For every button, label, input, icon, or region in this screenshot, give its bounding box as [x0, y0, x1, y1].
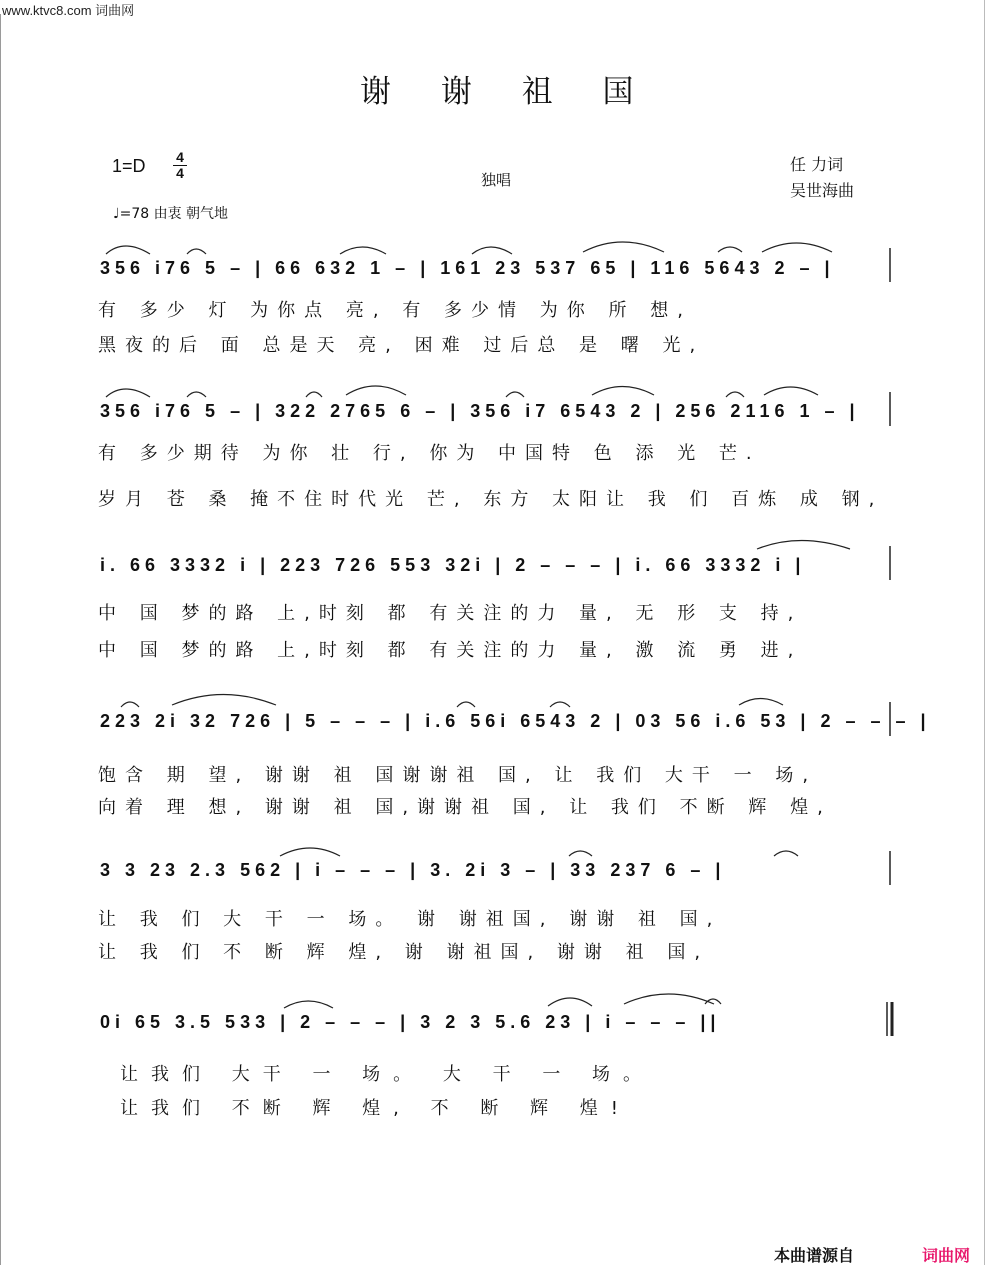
time-signature-top: 4 — [176, 149, 184, 165]
slur — [762, 243, 832, 252]
slur — [187, 392, 206, 397]
notation-line-3: i. 66 3332 i | 223 726 553 32i | 2 – – – | i. 66 3332 i | — [100, 555, 806, 575]
lyric-line-5b: 让 我 们 不 断 辉 煌, 谢 谢祖国, 谢谢 祖 国, — [98, 942, 710, 963]
slur — [548, 998, 592, 1006]
lyricist-credit: 任 力词 — [790, 155, 844, 174]
slur — [718, 247, 742, 252]
slur — [757, 541, 850, 550]
notation-line-5: 3 3 23 2.3 562 | i – – – | 3. 2i 3 – | 33 237 6 – | — [100, 860, 726, 880]
slur — [506, 392, 524, 397]
notation-line-2: 356 i76 5 – | 322 2765 6 – | 356 i7 6543 2 | 256 2116 1 – | — [100, 401, 860, 421]
tempo-marking: ♩=78 由衷 朝气地 — [113, 206, 229, 222]
slur — [457, 702, 475, 707]
slur — [774, 851, 798, 856]
slur — [624, 994, 714, 1004]
slur — [340, 247, 386, 254]
lyric-line-5a: 让 我 们 大 干 一 场。 谢 谢祖国, 谢谢 祖 国, — [98, 909, 722, 930]
lyric-line-4b: 向着 理 想, 谢谢 祖 国,谢谢祖 国, 让 我们 不断 辉 煌, — [98, 797, 832, 818]
slur — [550, 702, 570, 707]
lyric-line-4a: 饱含 期 望, 谢谢 祖 国谢谢祖 国, 让 我们 大干 一 场, — [98, 765, 818, 786]
lyric-line-1b: 黑夜的后 面 总是天 亮, 困难 过后总 是 曙 光, — [98, 335, 705, 356]
song-title: 谢 谢 祖 国 — [360, 74, 654, 110]
slur — [739, 699, 783, 706]
notation-line-4: 223 2i 32 726 | 5 – – – | i.6 56i 6543 2 | 03 56 i.6 53 | 2 – – – | — [100, 711, 931, 731]
genre-label: 独唱 — [481, 171, 512, 189]
notation-line-6: 0i 65 3.5 533 | 2 – – – | 3 2 3 5.6 23 | i – – – || — [100, 1012, 721, 1032]
lyric-line-6b: 让我们 不断 辉 煌, 不 断 辉 煌! — [120, 1098, 631, 1119]
time-signature-bottom: 4 — [173, 165, 187, 181]
slur — [187, 249, 206, 254]
slur — [583, 242, 664, 252]
composer-credit: 吴世海曲 — [790, 181, 855, 200]
key-signature: 1=D — [112, 156, 146, 176]
slur — [284, 1001, 333, 1008]
slur — [346, 386, 406, 395]
lyric-line-2a: 有 多少期待 为你 壮 行, 你为 中国特 色 添 光 芒. — [98, 443, 761, 464]
lyric-line-6a: 让我们 大干 一 场。 大 干 一 场。 — [120, 1064, 655, 1085]
slur — [726, 392, 744, 397]
slur — [306, 392, 322, 397]
slur — [121, 702, 139, 707]
slur — [472, 247, 512, 254]
lyric-line-3b: 中 国 梦的路 上,时刻 都 有关注的力 量, 激 流 勇 进, — [98, 640, 803, 661]
notation-line-1: 356 i76 5 – | 66 632 1 – | 161 23 537 65 | 116 5643 2 – | — [100, 258, 835, 278]
slur — [172, 695, 276, 706]
footer-site[interactable]: 词曲网 — [922, 1246, 971, 1265]
slur — [569, 851, 592, 856]
lyric-line-3a: 中 国 梦的路 上,时刻 都 有关注的力 量, 无 形 支 持, — [98, 603, 803, 624]
slur — [764, 387, 818, 395]
barline-group — [887, 248, 892, 1036]
lyric-line-2b: 岁月 苍 桑 掩不住时代光 芒, 东方 太阳让 我 们 百炼 成 钢, — [98, 489, 884, 510]
slur — [592, 387, 654, 396]
slur — [106, 246, 150, 254]
slur — [280, 848, 340, 856]
slur — [106, 389, 150, 397]
lyric-line-1a: 有 多少 灯 为你点 亮, 有 多少情 为你 所 想, — [98, 300, 692, 321]
footer-source: 本曲谱源自 — [774, 1246, 855, 1265]
watermark: www.ktvc8.com 词曲网 — [2, 3, 135, 18]
